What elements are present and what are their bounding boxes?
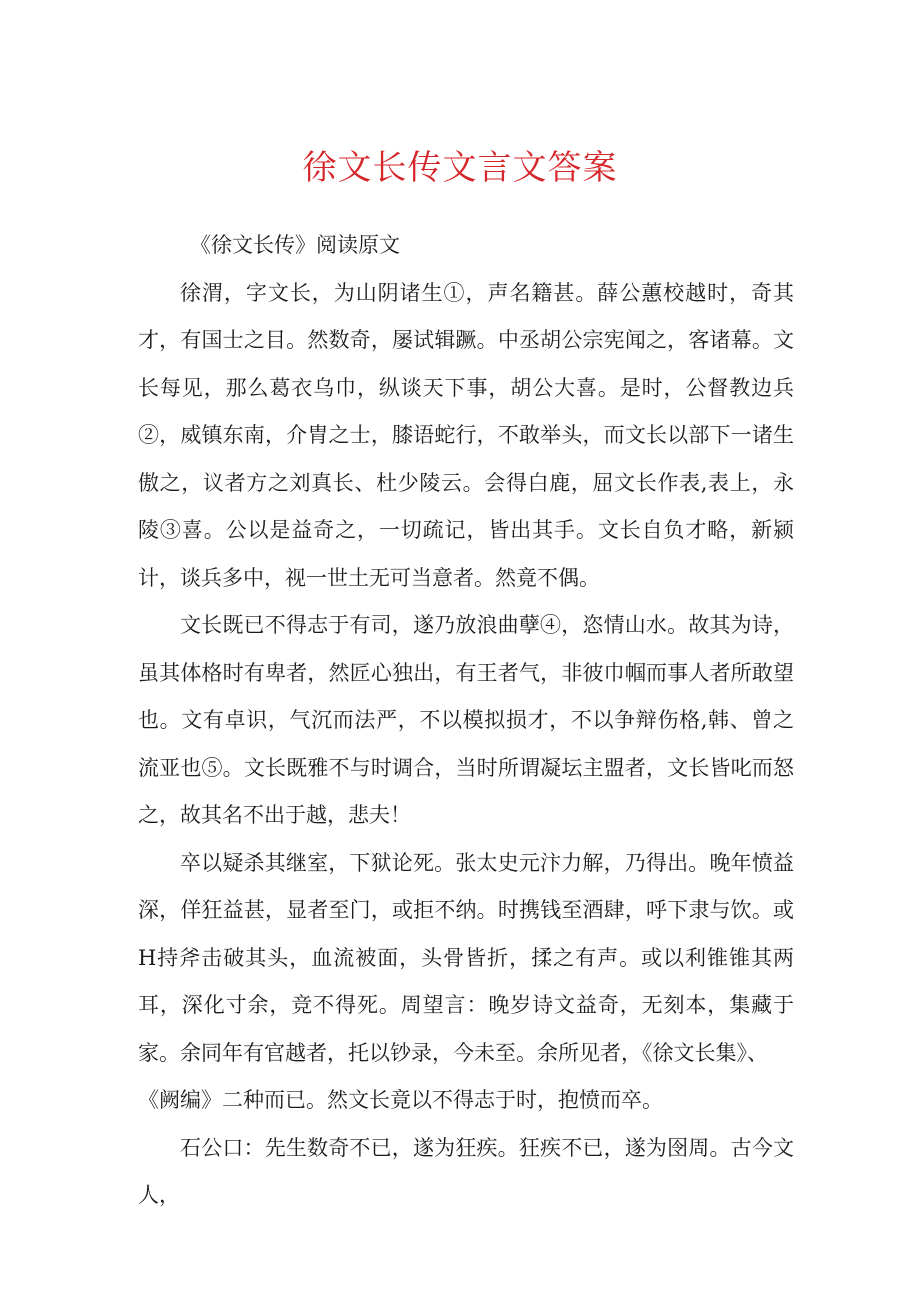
document-title: 徐文长传文言文答案 — [302, 148, 618, 188]
paragraph-3: 卒以疑杀其继室，下狱论死。张太史元汴力解，乃得出。晚年愤益深，佯狂益甚，显者至门，或拒不纳。时携钱至酒肆，呼下隶与饮。或H持斧击破其头，血流被面，头骨皆折，揉之有声。或以利锥锥其两耳，深化寸余，竞不得死。周望言：晚岁诗文益奇，无刻本，集藏于家。余同年有官越者，托以钞录，今未至。余所见者，《徐文长集》、 — [138, 850, 794, 1065]
paragraph-1: 徐渭，字文长，为山阴诸生①，声名籍甚。薛公蕙校越时，奇其才，有国士之目。然数奇，屡试辑蹶。中丞胡公宗宪闻之，客诸幕。文长每见，那么葛衣乌巾，纵谈天下事，胡公大喜。是时，公督教边兵②，威镇东南，介胄之士，膝语蛇行，不敢举头，而文长以部下一诸生傲之，议者方之刘真长、杜少陵云。会得白鹿，屈文长作表,表上，永陵③喜。公以是益奇之，一切疏记，皆出其手。文长自负才略，新颍计，谈兵多中，视一世土无可当意者。然竟不偶。 — [138, 280, 794, 590]
paragraph-4: 石公口：先生数奇不已，遂为狂疾。狂疾不已，遂为囹周。古今文人， — [138, 1135, 794, 1207]
document-body — [138, 222, 794, 1220]
paragraph-3-continued: 《阙编》二种而已。然文长竟以不得志于时，抱愤而卒。 — [138, 1088, 663, 1112]
section-subtitle: 《徐文长传》阅读原文 — [190, 233, 400, 257]
paragraph-2: 文长既已不得志于有司，遂乃放浪曲孽④，恣情山水。故其为诗，虽其体格时有卑者，然匠心独出，有王者气，非彼巾帼而事人者所敢望也。文有卓识，气沉而法严，不以模拟损才，不以争辩伤格,韩、曾之流亚也⑤。文长既雅不与时调合，当时所谓凝坛主盟者，文长皆叱而怒之，故其名不出于越，悲夫！ — [138, 613, 794, 827]
